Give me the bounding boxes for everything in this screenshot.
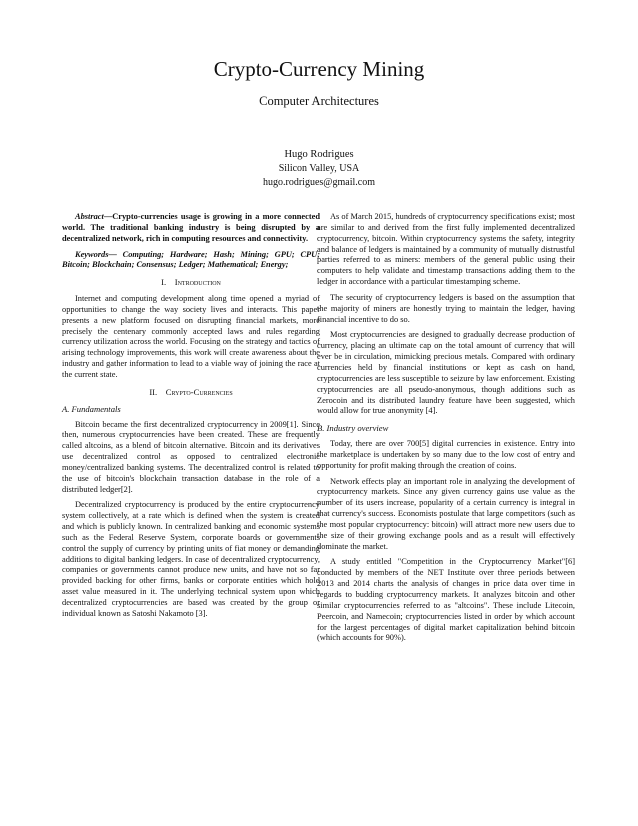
paragraph: Today, there are over 700[5] digital currencies in existence. Entry into the marketplace is undertaken by so many due to the low cost of entry and opportunity for profit making through the creation of coins. (317, 439, 575, 470)
section-heading-introduction (62, 277, 320, 288)
paragraph: Bitcoin became the first decentralized cryptocurrency in 2009[1]. Since then, numerous cryptocurrencies have been created. These are frequently called altcoins, as a blend of bitcoin alternative. Bitcoin and its derivatives use decentralized control as opposed to centralized electronic money/centralized banking systems. The decentralized control is related to the use of bitcoin's blockchain transaction database in the role of a distributed ledger[2]. (62, 419, 320, 494)
paper-subtitle: Computer Architectures (259, 94, 379, 108)
paper-title: Crypto-Currency Mining (213, 57, 425, 81)
section-numeral: II. (149, 386, 158, 397)
abstract (62, 212, 320, 245)
paragraph: The security of cryptocurrency ledgers is based on the assumption that the majority of miners are honestly trying to maintain the ledger, having financial incentive to do so. (317, 292, 575, 324)
subsection-heading-industry-overview: B. Industry overview (317, 423, 389, 434)
paragraph: Network effects play an important role in analyzing the development of cryptocurrency markets. Since any given currency gains use value as the number of its users increase, popularity of a certain currency is integral in that currency's success. Economists postulate that large competitors (such as the most popular cryptocurrency: bitcoin) will attract more new users due to the size of their growing exchange pools and as a result will effectively dominate the market. (317, 476, 575, 551)
subsection-heading-fundamentals: A. Fundamentals (62, 403, 121, 414)
author-email: hugo.rodrigues@gmail.com (263, 177, 375, 188)
left-column (62, 212, 320, 625)
section-title: Crypto-Currencies (165, 386, 233, 397)
author-block (0, 148, 638, 190)
right-column (317, 212, 575, 649)
keywords-text: — Computing; Hardware; Hash; Mining; GPU; CPU; Bitcoin; Blockchain; Consensus; Ledger; Mathematical; Energy; (62, 249, 320, 270)
keywords-label: Keywords (75, 249, 109, 259)
keywords (62, 250, 320, 272)
section-heading-crypto-currencies (62, 387, 320, 398)
abstract-label: Abstract (75, 212, 104, 221)
author-affiliation: Silicon Valley, USA (278, 163, 360, 174)
paragraph: As of March 2015, hundreds of cryptocurrency specifications exist; most are similar to and derived from the first fully implemented decentralized cryptocurrency, bitcoin. Within cryptocurrency systems the safety, integrity and balance of ledgers is maintained by a community of mutually distrustful parties referred to as miners: members of the general public using their computers to help validate and timestamp transactions adding them to the ledger in accordance with a particular timestamping scheme. (317, 212, 575, 287)
abstract-text: —Crypto-currencies usage is growing in a more connected world. The traditional banking industry is being disrupted by a decentralized network, rich in computing resources and connectivity. (62, 212, 320, 243)
author-name: Hugo Rodrigues (284, 149, 354, 160)
paragraph: Decentralized cryptocurrency is produced by the entire cryptocurrency system collectively, at a rate which is defined when the system is created and which is publicly known. In centralized banking and economic systems such as the Federal Reserve System, corporate boards or governments control the supply of currency by printing units of fiat money or demanding additions to digital banking ledgers. In case of decentralized cryptocurrency, companies or governments cannot produce new units, and have not so far provided backing for other firms, banks or corporate entities which hold asset value measured in it. The underlying technical system upon which decentralized cryptocurrencies are based was created by the group or individual known as Satoshi Nakamoto [3]. (62, 500, 320, 618)
section-numeral: I. (161, 277, 167, 288)
paragraph: Internet and computing development along time opened a myriad of opportunities to change the way society lives and interacts. This paper presents a new platform focused on disrupting financial markets, more precisely the centenary commonly accepted laws and rules regarding currency utilization across the world. Focusing on the strategy and tactics of arising technology improvements, this work will create awareness about the industry and gather information to lead to a viable way of joining the race at the current state. (62, 294, 320, 379)
paragraph: A study entitled "Competition in the Cryptocurrency Market"[6] conducted by members of the NET Institute over three periods between 2013 and 2014 charts the analysis of changes in price data over time in regards to budding cryptocurrency markets. It analyzes bitcoin and other similar cryptocurrencies referred to as "altcoins". These include Litecoin, Peercoin, and Namecoin; cryptocurrencies listed in order by which account for the largest percentages of digital market capitalization behind bitcoin (which accounts for 90%). (317, 557, 575, 643)
paragraph: Most cryptocurrencies are designed to gradually decrease production of currency, placing an ultimate cap on the total amount of currency that will ever be in circulation, mimicking precious metals. Compared with ordinary currencies held by financial institutions or kept as cash on hand, cryptocurrencies are less susceptible to seizure by law enforcement. Existing cryptocurrencies are all pseudo-anonymous, though additions such as Zerocoin and its distributed laundry feature have been suggested, which would allow for true anonymity [4]. (317, 330, 575, 416)
section-title: Introduction (174, 277, 221, 288)
